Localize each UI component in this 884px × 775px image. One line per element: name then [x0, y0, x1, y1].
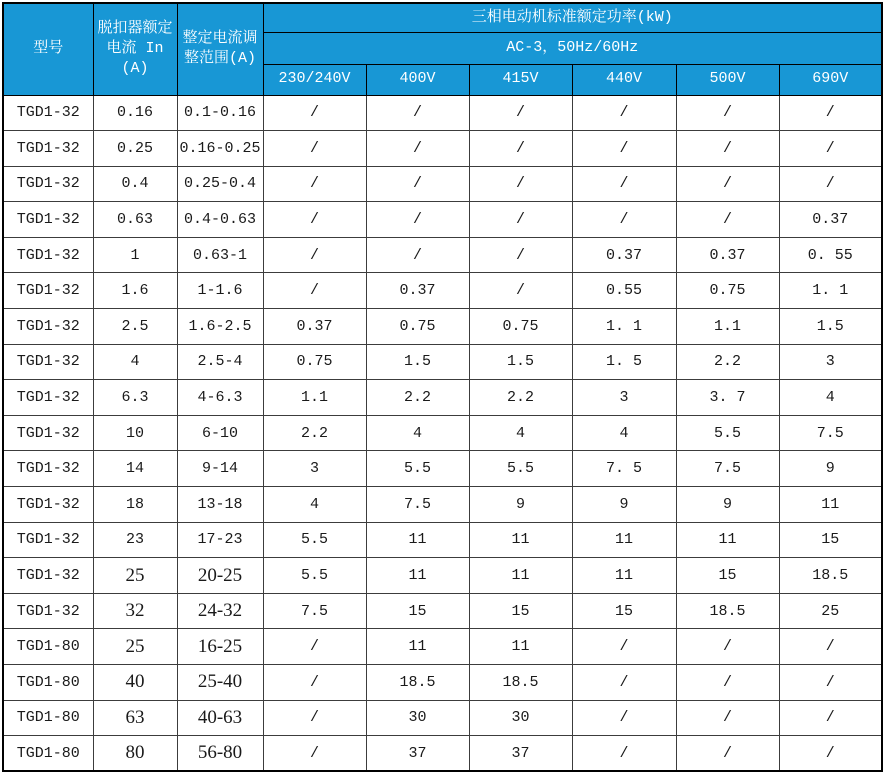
rated-current-cell: 18	[93, 487, 177, 523]
adjust-range-cell: 0.25-0.4	[177, 166, 263, 202]
model-cell: TGD1-32	[3, 522, 93, 558]
header-voltage-415: 415V	[469, 64, 572, 95]
table-row	[3, 202, 882, 238]
rated-current-cell: 6.3	[93, 380, 177, 416]
power-value-cell: /	[779, 736, 882, 772]
table-row	[3, 237, 882, 273]
power-value-cell: /	[572, 700, 676, 736]
power-value-cell: 4	[366, 415, 469, 451]
header-voltage-440: 440V	[572, 64, 676, 95]
model-cell: TGD1-32	[3, 273, 93, 309]
power-value-cell: 30	[469, 700, 572, 736]
model-cell: TGD1-32	[3, 309, 93, 345]
power-value-cell: 1. 1	[779, 273, 882, 309]
adjust-range-cell: 2.5-4	[177, 344, 263, 380]
rated-current-cell: 2.5	[93, 309, 177, 345]
power-value-cell: /	[676, 665, 779, 701]
power-value-cell: /	[572, 629, 676, 665]
rated-current-cell: 1	[93, 237, 177, 273]
adjust-range-cell: 0.1-0.16	[177, 95, 263, 131]
power-value-cell: 11	[469, 558, 572, 594]
adjust-range-cell: 0.16-0.25	[177, 131, 263, 167]
power-value-cell: 2.2	[263, 415, 366, 451]
table-row	[3, 273, 882, 309]
header-adjust-range: 整定电流调整范围(A)	[177, 3, 263, 95]
power-value-cell: /	[779, 166, 882, 202]
power-value-cell: /	[676, 166, 779, 202]
power-value-cell: /	[366, 202, 469, 238]
power-value-cell: 3	[572, 380, 676, 416]
power-value-cell: 0.37	[263, 309, 366, 345]
power-value-cell: /	[263, 202, 366, 238]
adjust-range-cell: 1.6-2.5	[177, 309, 263, 345]
power-value-cell: /	[779, 131, 882, 167]
table-row	[3, 415, 882, 451]
header-trip-current: 脱扣器额定电流 In(A)	[93, 3, 177, 95]
power-value-cell: 0.75	[676, 273, 779, 309]
power-value-cell: 18.5	[366, 665, 469, 701]
header-voltage-400: 400V	[366, 64, 469, 95]
power-value-cell: /	[263, 273, 366, 309]
power-value-cell: 4	[779, 380, 882, 416]
adjust-range-cell: 6-10	[177, 415, 263, 451]
power-value-cell: /	[469, 237, 572, 273]
rated-current-cell: 80	[93, 736, 177, 772]
model-cell: TGD1-80	[3, 736, 93, 772]
power-value-cell: /	[572, 131, 676, 167]
table-row	[3, 700, 882, 736]
rated-current-cell: 32	[93, 593, 177, 629]
table-header	[3, 3, 882, 95]
power-value-cell: 18.5	[469, 665, 572, 701]
power-value-cell: 4	[469, 415, 572, 451]
power-value-cell: 5.5	[469, 451, 572, 487]
power-value-cell: 15	[779, 522, 882, 558]
power-value-cell: 0.75	[263, 344, 366, 380]
power-value-cell: /	[366, 131, 469, 167]
power-value-cell: 0.37	[572, 237, 676, 273]
power-value-cell: /	[366, 95, 469, 131]
header-voltage-690: 690V	[779, 64, 882, 95]
power-value-cell: /	[572, 202, 676, 238]
power-value-cell: 3	[263, 451, 366, 487]
power-value-cell: 1.1	[676, 309, 779, 345]
model-cell: TGD1-32	[3, 237, 93, 273]
power-value-cell: /	[263, 237, 366, 273]
power-value-cell: /	[676, 736, 779, 772]
power-value-cell: 9	[572, 487, 676, 523]
power-value-cell: /	[572, 95, 676, 131]
model-cell: TGD1-80	[3, 629, 93, 665]
power-value-cell: 11	[676, 522, 779, 558]
power-value-cell: 2.2	[469, 380, 572, 416]
power-value-cell: /	[572, 736, 676, 772]
adjust-range-cell: 20-25	[177, 558, 263, 594]
power-value-cell: 3. 7	[676, 380, 779, 416]
power-value-cell: 0.75	[366, 309, 469, 345]
power-value-cell: 7. 5	[572, 451, 676, 487]
power-value-cell: 11	[469, 522, 572, 558]
rated-current-cell: 0.4	[93, 166, 177, 202]
power-value-cell: 1. 5	[572, 344, 676, 380]
power-value-cell: 2.2	[366, 380, 469, 416]
power-value-cell: 11	[366, 522, 469, 558]
table-row	[3, 558, 882, 594]
model-cell: TGD1-32	[3, 487, 93, 523]
power-value-cell: /	[469, 166, 572, 202]
power-value-cell: 37	[366, 736, 469, 772]
table-body	[3, 95, 882, 771]
power-value-cell: 5.5	[676, 415, 779, 451]
model-cell: TGD1-32	[3, 380, 93, 416]
power-value-cell: 7.5	[366, 487, 469, 523]
power-value-cell: /	[469, 95, 572, 131]
adjust-range-cell: 0.4-0.63	[177, 202, 263, 238]
adjust-range-cell: 25-40	[177, 665, 263, 701]
rated-current-cell: 4	[93, 344, 177, 380]
motor-power-rating-table	[2, 2, 883, 772]
power-value-cell: 37	[469, 736, 572, 772]
power-value-cell: /	[263, 736, 366, 772]
model-cell: TGD1-32	[3, 131, 93, 167]
power-value-cell: 5.5	[263, 522, 366, 558]
power-value-cell: 7.5	[779, 415, 882, 451]
header-ac-condition: AC-3，50Hz/60Hz	[263, 32, 882, 64]
header-power-title: 三相电动机标准额定功率(kW)	[263, 3, 882, 32]
rated-current-cell: 40	[93, 665, 177, 701]
table-row	[3, 95, 882, 131]
adjust-range-cell: 9-14	[177, 451, 263, 487]
power-value-cell: 0.37	[676, 237, 779, 273]
power-value-cell: 15	[676, 558, 779, 594]
table-row	[3, 131, 882, 167]
table-row	[3, 344, 882, 380]
table-row	[3, 309, 882, 345]
power-value-cell: 11	[572, 522, 676, 558]
power-value-cell: 18.5	[779, 558, 882, 594]
rated-current-cell: 0.16	[93, 95, 177, 131]
model-cell: TGD1-32	[3, 166, 93, 202]
power-value-cell: 15	[366, 593, 469, 629]
power-value-cell: /	[263, 629, 366, 665]
adjust-range-cell: 17-23	[177, 522, 263, 558]
model-cell: TGD1-32	[3, 558, 93, 594]
power-value-cell: 18.5	[676, 593, 779, 629]
rated-current-cell: 0.63	[93, 202, 177, 238]
power-value-cell: /	[469, 273, 572, 309]
rated-current-cell: 25	[93, 629, 177, 665]
power-value-cell: /	[779, 700, 882, 736]
table-row	[3, 380, 882, 416]
header-voltage-230-240: 230/240V	[263, 64, 366, 95]
adjust-range-cell: 1-1.6	[177, 273, 263, 309]
power-value-cell: /	[469, 202, 572, 238]
rated-current-cell: 63	[93, 700, 177, 736]
table-row	[3, 487, 882, 523]
model-cell: TGD1-32	[3, 451, 93, 487]
table-row	[3, 522, 882, 558]
table-row	[3, 629, 882, 665]
power-value-cell: 15	[572, 593, 676, 629]
power-value-cell: /	[572, 166, 676, 202]
power-value-cell: 9	[779, 451, 882, 487]
power-value-cell: /	[469, 131, 572, 167]
table-row	[3, 166, 882, 202]
table-row	[3, 593, 882, 629]
power-value-cell: 5.5	[366, 451, 469, 487]
power-value-cell: /	[676, 700, 779, 736]
power-value-cell: /	[779, 665, 882, 701]
power-value-cell: /	[366, 237, 469, 273]
power-value-cell: 7.5	[676, 451, 779, 487]
adjust-range-cell: 56-80	[177, 736, 263, 772]
power-value-cell: 11	[469, 629, 572, 665]
header-model: 型号	[3, 3, 93, 95]
header-voltage-500: 500V	[676, 64, 779, 95]
power-value-cell: 1.1	[263, 380, 366, 416]
power-value-cell: /	[572, 665, 676, 701]
model-cell: TGD1-32	[3, 202, 93, 238]
table-row	[3, 451, 882, 487]
power-value-cell: 1.5	[779, 309, 882, 345]
rated-current-cell: 0.25	[93, 131, 177, 167]
power-value-cell: /	[263, 95, 366, 131]
power-value-cell: 0.37	[366, 273, 469, 309]
power-value-cell: 0.75	[469, 309, 572, 345]
power-value-cell: 11	[572, 558, 676, 594]
power-value-cell: /	[263, 665, 366, 701]
power-value-cell: 1.5	[469, 344, 572, 380]
model-cell: TGD1-80	[3, 665, 93, 701]
rated-current-cell: 25	[93, 558, 177, 594]
power-value-cell: /	[676, 629, 779, 665]
power-value-cell: /	[366, 166, 469, 202]
power-value-cell: /	[676, 95, 779, 131]
model-cell: TGD1-80	[3, 700, 93, 736]
power-value-cell: 9	[469, 487, 572, 523]
adjust-range-cell: 4-6.3	[177, 380, 263, 416]
power-value-cell: 15	[469, 593, 572, 629]
power-value-cell: 25	[779, 593, 882, 629]
adjust-range-cell: 0.63-1	[177, 237, 263, 273]
power-value-cell: 11	[779, 487, 882, 523]
model-cell: TGD1-32	[3, 95, 93, 131]
adjust-range-cell: 16-25	[177, 629, 263, 665]
table-row	[3, 736, 882, 772]
power-value-cell: /	[676, 202, 779, 238]
power-value-cell: 0. 55	[779, 237, 882, 273]
power-value-cell: 2.2	[676, 344, 779, 380]
power-value-cell: /	[779, 95, 882, 131]
rated-current-cell: 14	[93, 451, 177, 487]
rated-current-cell: 1.6	[93, 273, 177, 309]
rated-current-cell: 23	[93, 522, 177, 558]
rated-current-cell: 10	[93, 415, 177, 451]
table-row	[3, 665, 882, 701]
power-value-cell: 5.5	[263, 558, 366, 594]
power-value-cell: /	[779, 629, 882, 665]
power-value-cell: 0.55	[572, 273, 676, 309]
adjust-range-cell: 24-32	[177, 593, 263, 629]
power-value-cell: 1. 1	[572, 309, 676, 345]
power-value-cell: 4	[263, 487, 366, 523]
power-value-cell: 11	[366, 558, 469, 594]
model-cell: TGD1-32	[3, 593, 93, 629]
power-value-cell: 3	[779, 344, 882, 380]
adjust-range-cell: 40-63	[177, 700, 263, 736]
power-value-cell: 0.37	[779, 202, 882, 238]
power-value-cell: 4	[572, 415, 676, 451]
power-value-cell: 9	[676, 487, 779, 523]
power-value-cell: /	[263, 131, 366, 167]
adjust-range-cell: 13-18	[177, 487, 263, 523]
power-value-cell: 1.5	[366, 344, 469, 380]
power-value-cell: 7.5	[263, 593, 366, 629]
model-cell: TGD1-32	[3, 415, 93, 451]
power-value-cell: /	[263, 166, 366, 202]
power-value-cell: 30	[366, 700, 469, 736]
power-value-cell: /	[263, 700, 366, 736]
model-cell: TGD1-32	[3, 344, 93, 380]
power-value-cell: /	[676, 131, 779, 167]
power-value-cell: 11	[366, 629, 469, 665]
